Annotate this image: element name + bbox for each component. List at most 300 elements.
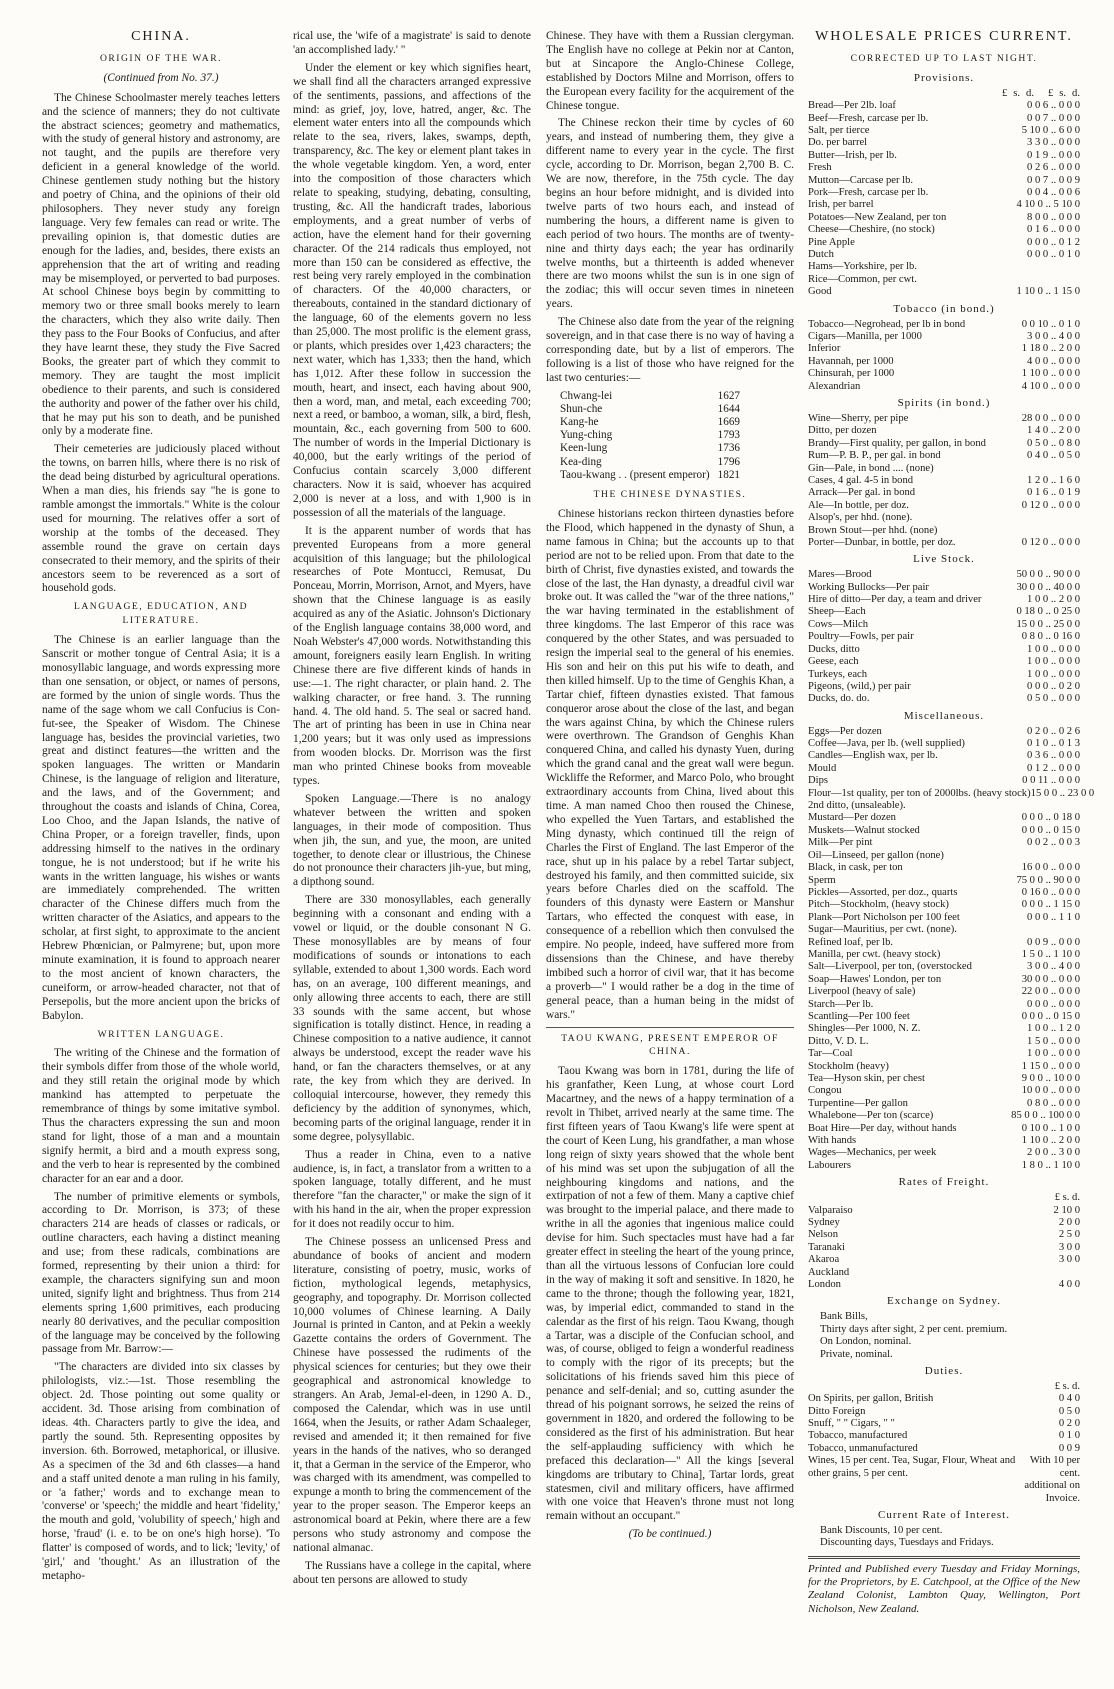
price-row: [808, 750, 1080, 762]
price-item: Eggs—Per dozen: [808, 725, 882, 737]
paragraph: "The characters are divided into six classes by philologists, viz.:—1st. Those resembling the object. 2d. Those pointing out some quality or accident. 3d. Those arising from combination of ideas. 4th. Characters partly to give the idea, and partly the sound. 5th. Representing opposites by inversion. 6th. Borrowed, metaphorical, or illusive. As a specimen of the 3d and 6th classes—a hand and a staff united denote a man ruling in his family, or 'a father;' words and to exchange mean to 'converse' or 'speech;' the middle and heart 'fidelity,' the mouth and gold, 'volubility of speech,' high and horse, 'fraud' (i. e. to be on one's high horse). 'To flatter' is composed of words, and to lick; 'levity,' of 'girl,' and 'thought.' As an illustration of the metapho-: [42, 1361, 280, 1582]
price-item: Refined loaf, per lb.: [808, 936, 894, 948]
price-row: [808, 850, 1080, 862]
price-item: Brandy—First quality, per gallon, in bond: [808, 437, 986, 449]
exchange-list: [808, 1311, 1080, 1361]
price-value: 28 0 0 .. 0 0 0: [1021, 412, 1080, 424]
price-row: [808, 450, 1080, 462]
price-item: Alexandrian: [808, 380, 861, 392]
price-value: 0 0 0 .. 0 0 0: [1027, 998, 1080, 1010]
price-item: Shingles—Per 1000, N. Z.: [808, 1023, 921, 1035]
text-line: Discounting days, Tuesdays and Fridays.: [820, 1537, 994, 1549]
emperor-row: [560, 416, 740, 429]
price-value: 0 5 0 .. 0 0 0: [1027, 693, 1080, 705]
price-value: 0 8 0 .. 0 0 0: [1027, 1097, 1080, 1109]
price-row: [808, 1110, 1080, 1122]
price-row: [808, 1135, 1080, 1147]
price-item: Havannah, per 1000: [808, 355, 894, 367]
price-value: 1 10 0 .. 2 0 0: [1021, 1135, 1080, 1147]
price-value: 0 0 7 .. 0 0 0: [1027, 112, 1080, 124]
rate-row: [808, 1455, 1080, 1505]
price-row: [808, 343, 1080, 355]
rate-row: [808, 1443, 1080, 1455]
price-value: 0 3 6 .. 0 0 0: [1027, 750, 1080, 762]
price-value: 0 10 0 .. 1 0 0: [1021, 1122, 1080, 1134]
imprint: Printed and Published every Tuesday and Friday Mornings, for the Proprietors, by E. Catchpool, at the Office of the New Zealand Colonist, Lambton Quay, Wellington, Port Nicholson, New Zealand.: [808, 1562, 1080, 1615]
rate-item: Nelson: [808, 1229, 839, 1241]
price-item: Ditto, V. D. L.: [808, 1035, 869, 1047]
price-value: 85 0 0 .. 100 0 0: [1011, 1110, 1080, 1122]
price-value: 0 18 0 .. 0 25 0: [1016, 606, 1080, 618]
rate-item: Wines, 15 per cent. Tea, Sugar, Flour, Wheat and other grains, 5 per cent.: [808, 1455, 1016, 1479]
price-row: [808, 212, 1080, 224]
price-value: 0 0 0 .. 0 2 0: [1027, 680, 1080, 692]
price-item: Mutton—Carcase per lb.: [808, 174, 914, 186]
price-item: With hands: [808, 1135, 857, 1147]
prices-subtitle: CORRECTED UP TO LAST NIGHT.: [850, 52, 1038, 64]
price-value: 0 0 7 .. 0 0 9: [1027, 174, 1080, 186]
price-value: 0 1 2 .. 0 0 0: [1027, 762, 1080, 774]
price-row: [808, 812, 1080, 824]
price-item: Wages—Mechanics, per week: [808, 1147, 937, 1159]
rate-row: [808, 1254, 1080, 1266]
price-row: [808, 381, 1080, 393]
price-item: Candles—English wax, per lb.: [808, 750, 938, 762]
price-value: 1 0 0 .. 0 0 0: [1027, 643, 1080, 655]
price-item: Tea—Hyson skin, per chest: [808, 1073, 925, 1084]
price-row: [808, 237, 1080, 249]
price-item: Alsop's, per hhd. (none).: [808, 512, 913, 524]
price-value: 4 10 0 .. 5 10 0: [1016, 199, 1080, 211]
price-row: [808, 319, 1080, 331]
section-heading: LANGUAGE, EDUCATION, AND LITERATURE.: [73, 601, 249, 627]
price-value: 0 0 0 .. 0 15 0: [1021, 1010, 1080, 1022]
rate-row: [808, 1242, 1080, 1254]
rate-item: Taranaki: [808, 1241, 845, 1253]
price-item: Pigeons, (wild,) per pair: [808, 680, 911, 692]
price-item: Cows—Milch: [808, 618, 869, 630]
price-value: 0 2 6 .. 0 0 0: [1027, 162, 1080, 174]
rate-value: 0 0 9: [1058, 1442, 1080, 1454]
section-interest: Current Rate of Interest.: [878, 1508, 1010, 1521]
to-be-continued: (To be continued.): [628, 1528, 712, 1541]
rate-value: 2 0 0: [1058, 1216, 1080, 1228]
provisions-list: [808, 100, 1080, 299]
divider: [808, 1556, 1080, 1559]
emperor-name: Yung-ching: [560, 429, 613, 442]
price-row: [808, 1036, 1080, 1048]
paragraph: The Chinese also date from the year of the reigning sovereign, and in that case there is no way of having a corresponding date, but by a list of emperors. The following is a list of those who have reigned for the last two centuries:—: [546, 316, 794, 384]
price-row: [808, 1011, 1080, 1023]
price-row: [808, 1073, 1080, 1085]
rate-value: 0 4 0: [1058, 1393, 1080, 1405]
column-4: [808, 29, 1095, 1682]
price-item: Muskets—Walnut stocked: [808, 824, 920, 836]
price-item: Scantling—Per 100 feet: [808, 1010, 910, 1022]
price-row: [808, 537, 1080, 549]
price-row: [808, 1048, 1080, 1060]
price-value: 0 0 0 .. 0 1 2: [1027, 236, 1080, 248]
rate-row: [808, 1267, 1080, 1279]
price-row: [808, 487, 1080, 499]
price-item: Pitch—Stockholm, (heavy stock): [808, 899, 949, 911]
price-item: Mares—Brood: [808, 569, 872, 581]
price-value: 1 18 0 .. 2 0 0: [1021, 343, 1080, 355]
emperor-row: [560, 390, 740, 403]
price-value: 0 16 0 .. 0 0 0: [1021, 886, 1080, 898]
price-item: Mustard—Per dozen: [808, 812, 896, 824]
price-item: Pork—Fresh, carcase per lb.: [808, 186, 929, 198]
price-item: Cheese—Cheshire, (no stock): [808, 224, 935, 236]
price-value: 0 0 6 .. 0 0 0: [1027, 100, 1080, 112]
emperor-year: 1644: [717, 402, 740, 415]
price-row: [808, 331, 1080, 343]
text-line: Private, nominal.: [820, 1348, 893, 1360]
price-item: Ditto, per dozen: [808, 425, 877, 437]
price-item: Good: [808, 286, 832, 298]
article-title: CHINA.: [131, 29, 191, 44]
rate-item: On Spirits, per gallon, British: [808, 1393, 934, 1405]
price-row: [808, 1085, 1080, 1097]
price-row: [808, 594, 1080, 606]
price-row: [808, 137, 1080, 149]
price-item: Working Bullocks—Per pair: [808, 581, 929, 593]
interest-list: [808, 1525, 1080, 1550]
section-duties: Duties.: [924, 1364, 964, 1377]
price-value: 1 8 0 .. 1 10 0: [1021, 1159, 1080, 1171]
freight-header: £ s. d.: [1054, 1192, 1080, 1204]
rate-value: With 10 per cent. additional on Invoice.: [1024, 1455, 1080, 1504]
price-item: Starch—Per lb.: [808, 998, 874, 1010]
price-value: 0 1 6 .. 0 1 9: [1027, 487, 1080, 499]
price-item: Manilla, per cwt. (heavy stock): [808, 948, 941, 960]
price-row: [808, 1098, 1080, 1110]
price-item: Ducks, do. do.: [808, 693, 870, 705]
price-row: [808, 644, 1080, 656]
price-value: 0 0 9 .. 0 0 0: [1027, 936, 1080, 948]
price-value: 1 10 0 .. 1 15 0: [1016, 286, 1080, 298]
price-value: 0 0 0 .. 0 18 0: [1021, 812, 1080, 824]
price-value: 0 0 0 .. 1 15 0: [1021, 899, 1080, 911]
price-value: 0 2 0 .. 0 2 6: [1027, 725, 1080, 737]
article-subtitle: ORIGIN OF THE WAR.: [99, 52, 223, 64]
price-item: Fresh: [808, 162, 832, 174]
price-item: Hams—Yorkshire, per lb.: [808, 261, 917, 273]
emperor-name: Taou-kwang . . (present emperor): [560, 468, 710, 481]
price-item: Cigars—Manilla, per 1000: [808, 330, 922, 342]
price-value: 0 12 0 .. 0 0 0: [1021, 536, 1080, 548]
price-row: [808, 899, 1080, 911]
price-item: Tar—Coal: [808, 1048, 853, 1060]
price-row: [808, 837, 1080, 849]
emperor-list: [560, 390, 740, 482]
price-item: Chinsurah, per 1000: [808, 368, 895, 380]
price-row: [808, 949, 1080, 961]
divider: [546, 1027, 794, 1028]
price-item: Rum—P. B. P., per gal. in bond: [808, 450, 941, 462]
price-row: [808, 800, 1080, 812]
price-value: 0 5 0 .. 0 8 0: [1027, 437, 1080, 449]
price-value: [988, 512, 1080, 524]
price-item: Flour—1st quality, per ton of 2000lbs. (heavy stock): [808, 787, 1031, 799]
rate-value: 2 10 0: [1053, 1204, 1080, 1216]
price-value: 3 0 0 .. 4 0 0: [1027, 961, 1080, 973]
price-row: [808, 413, 1080, 425]
price-value: 1 15 0 .. 0 0 0: [1021, 1060, 1080, 1072]
paragraph: Thus a reader in China, even to a native audience, is, in fact, a translator from a written to a spoken language, totally different, and he must therefore "fan the character," or make the sign of it with his hand in the air, when the proper expression for it does not readily occur to him.: [293, 1148, 531, 1231]
section-spirits: Spirits (in bond.): [897, 396, 991, 409]
price-value: 1 0 0 .. 0 0 0: [1027, 668, 1080, 680]
rate-item: Tobacco, unmanufactured: [808, 1442, 918, 1454]
price-value: [988, 525, 1080, 537]
paragraph: The Chinese possess an unlicensed Press and abundance of books of ancient and modern literature, consisting of poetry, music, works of fiction, mythological legends, metaphysics, geography, and topography. Dr. Morrison collected 10,000 volumes of Chinese learning. A Daily Journal is printed in Canton, and at Pekin a weekly Gazette contains the orders of Government. The Chinese have possessed the rudiments of the physical sciences for centuries; but they owe their geographical and astronomical knowledge to strangers. An Arab, Jemal-el-deen, in 1290 A. D., composed the Calendar, which was in use until 1664, when the Jesuits, or rather Adam Schaaleger, revised and amended it; it then remained for five years in the hands of the natives, who so deranged it, that a German in the service of the Emperor, who was charged with its amendment, was compelled to expunge a month to bring the commencement of the year to the proper season. The Emperor keeps an astronomical board at Pekin, where there are a few persons who study astronomy and compose the national almanac.: [293, 1236, 531, 1554]
price-item: Brown Stout—per hhd. (none): [808, 524, 938, 536]
rate-value: 0 1 0: [1058, 1430, 1080, 1442]
price-item: Porter—Dunbar, in bottle, per doz.: [808, 536, 956, 548]
price-item: Hire of ditto—Per day, a team and driver: [808, 594, 982, 606]
price-value: 0 12 0 .. 0 0 0: [1021, 499, 1080, 511]
price-item: Congou: [808, 1085, 842, 1097]
price-value: 0 8 0 .. 0 16 0: [1021, 631, 1080, 643]
text-line: Bank Bills,: [820, 1311, 868, 1323]
price-item: 2nd ditto, (unsaleable).: [808, 800, 906, 812]
price-row: [808, 1147, 1080, 1159]
money-unit: s.: [1013, 87, 1021, 99]
rate-value: 0 5 0: [1058, 1405, 1080, 1417]
price-row: [808, 669, 1080, 681]
money-unit: d.: [1026, 87, 1034, 99]
rate-item: Valparaiso: [808, 1204, 853, 1216]
price-item: Cases, 4 gal. 4-5 in bond: [808, 474, 914, 486]
rate-value: 4 0 0: [1058, 1279, 1080, 1290]
price-item: Liverpool (heavy of sale): [808, 986, 916, 998]
price-item: Mould: [808, 762, 837, 774]
price-row: [808, 100, 1080, 112]
price-value: [988, 924, 1080, 936]
price-row: [808, 274, 1080, 286]
emperor-year: 1627: [717, 389, 740, 402]
price-item: Poultry—Fowls, per pair: [808, 631, 914, 643]
paragraph: Under the element or key which signifies heart, we shall find all the characters arranged expressive of the sentiments, passions, and affections of the mind: as grief, joy, love, hatred, anger, &c. The element water enters into all the compounds which relate to the sea, rivers, lakes, swamps, depth, transparency, &c. The key or element plant takes in the whole vegetable kingdom. Yen, a word, enter into the composition of those characters which relate to speaking, studying, debating, consulting, trusting, &c. All the handicraft trades, laborious employments, and a great number of verbs of action, have the element hand for their governing character. Of the 214 radicals thus employed, not more than 150 can be considered as effective, the rest being very rarely employed in the combination of characters. Of the 40,000 characters, or thereabouts, contained in the standard dictionary of the language, 60 of the elements govern no less than 25,000. The most prolific is the element grass, or plants, which presides over 1,423 characters; the next water, which has 1,333; then the hand, which has 1,012. After these follow in succession the mouth, heart, and insect, each having about 900, then a word, man, and metal, each exceeding 700; next a reed, or bamboo, a woman, silk, a bird, flesh, mountain, &c., each governing from 500 to 600. The number of words in the Imperial Dictionary is 40,000, but the early writings of the period of Confucius contain scarcely 3,000 different characters. Now it is said, whoever has acquired 2,000 is never at a loss, and with 1,900 is in possession of all the materials of the language.: [293, 61, 531, 519]
price-row: [808, 738, 1080, 750]
rate-row: [808, 1393, 1080, 1405]
emperor-name: Chwang-lei: [560, 389, 613, 402]
price-value: 1 5 0 .. 1 10 0: [1021, 948, 1080, 960]
price-value: 9 0 0 .. 10 0 0: [1021, 1073, 1080, 1084]
emperor-row: [560, 456, 740, 469]
spirits-list: [808, 413, 1080, 549]
paragraph: The Chinese Schoolmaster merely teaches letters and the science of manners; they do not cultivate the abstract sciences; geometry and mathematics, with the study of general history and astronomy, are not taught, and the pupils are therefore very deficient in a general knowledge of the world. Chinese gentlemen study nothing but the history and poetry of China, and the opinions of their old philosophers. They never study any foreign language. Very few females can read or write. The prevailing opinion is, that domestic duties are enough for the ladies, and, besides, there exists an apprehension that the art of writing and reading may be misemployed, or perverted to bad purposes. At school Chinese boys begin by committing to memory two or three small books merely to learn the characters, which they also write daily. Then they pass to the Four Books of Confucius, and after they have learnt these, they study the Five Sacred Books, the greater part of which they commit to memory. They are taught the most implicit obedience to their parents, and such is considered the authority and power of the father over his child, that he may put his son to death, and be punished only by a moderate fine.: [42, 91, 280, 438]
price-item: Oil—Linseed, per gallon (none): [808, 849, 944, 861]
price-item: Dips: [808, 775, 829, 787]
price-item: Rice—Common, per cwt.: [808, 273, 917, 285]
price-row: [808, 286, 1080, 298]
price-value: 1 2 0 .. 1 6 0: [1027, 474, 1080, 486]
paragraph: The Russians have a college in the capital, where about ten persons are allowed to study: [293, 1559, 531, 1586]
price-row: [808, 1023, 1080, 1035]
price-value: 1 10 0 .. 0 0 0: [1021, 368, 1080, 380]
price-item: Labourers: [808, 1159, 851, 1171]
price-item: Salt, per tierce: [808, 124, 870, 136]
emperor-row: [560, 442, 740, 455]
duties-list: [808, 1393, 1080, 1505]
emperor-year: 1736: [717, 442, 740, 455]
paragraph: The writing of the Chinese and the formation of their symbols differ from those of the whole world, and they still retain the original mode by which mankind has attempted to perpetuate the remembrance of things by some imitative symbol. Thus the characters expressing the sun and moon stand for light, those of a man and a mountain signify hermit, a bird and a mouth express song, and the verb to hear is represented by the combined character for an ear and a door.: [42, 1047, 280, 1185]
price-row: [808, 187, 1080, 199]
price-value: 1 0 0 .. 0 0 0: [1027, 1048, 1080, 1060]
price-row: [808, 912, 1080, 924]
price-row: [808, 619, 1080, 631]
price-value: 15 0 0 .. 25 0 0: [1016, 618, 1080, 630]
emperor-row: [560, 469, 740, 482]
price-row: [808, 1160, 1080, 1172]
price-row: [808, 150, 1080, 162]
paragraph: Their cemeteries are judiciously placed without the towns, on barren hills, where there is no risk of the dead being disturbed by agricultural operations. When a man dies, his friends say "he is gone to ramble amongst the immortals." White is the colour used for mourning. The relatives offer a sort of worship at the tombs of the deceased. They assemble round the grave on certain days consecrated to their memory, and the spirits of their ancestors seem to be reverenced as a sort of household gods.: [42, 443, 280, 595]
section-heading: WRITTEN LANGUAGE.: [97, 1028, 225, 1040]
rate-value: 2 5 0: [1058, 1229, 1080, 1241]
price-row: [808, 125, 1080, 137]
column-1: [42, 30, 280, 1682]
section-provisions: Provisions.: [913, 71, 975, 84]
price-row: [808, 512, 1080, 524]
rate-item: Akaroa: [808, 1254, 840, 1266]
price-value: [988, 800, 1080, 812]
section-tobacco: Tobacco (in bond.): [893, 302, 995, 315]
price-item: Turpentine—Per gallon: [808, 1097, 908, 1109]
price-row: [808, 787, 1095, 800]
emperor-year: 1793: [717, 429, 740, 442]
duties-header: £ s. d.: [1054, 1380, 1080, 1392]
emperor-year: 1669: [717, 416, 740, 429]
price-row: [808, 261, 1080, 273]
rate-row: [808, 1418, 1080, 1430]
price-item: Stockholm (heavy): [808, 1060, 889, 1072]
price-item: Coffee—Java, per lb. (well supplied): [808, 738, 965, 750]
price-value: [988, 274, 1080, 286]
price-row: [808, 356, 1080, 368]
price-row: [808, 199, 1080, 211]
price-value: [988, 850, 1080, 862]
price-row: [808, 656, 1080, 668]
rate-value: 3 0 0: [1058, 1254, 1080, 1266]
price-item: Potatoes—New Zealand, per ton: [808, 211, 947, 223]
price-item: Sugar—Mauritius, per cwt. (none).: [808, 924, 957, 936]
paragraph: It is the apparent number of words that has prevented Europeans from a more general acquisition of this language; but the philological researches of Pote Montucci, Remusat, Du Ponceau, Morrin, Morrison, Arnot, and Myers, have shown that the Chinese language is as easily acquired as any of the Asiatic. Johnson's Dictionary of the English language contains 38,000 word, and Noah Webster's 47,000 words. Notwithstanding this amount, foreigners easily learn English. In writing Chinese there are five different kinds of hands in use:—1. The right character, or plain hand. 2. The walking character, or free hand. 3. The running hand. 4. The old hand. 5. The seal or sacred hand. The art of printing has been in use in China near 1,200 years; but it was only used as impressions from wooden blocks. Dr. Morrison was the first man who printed Chinese books from moveable types.: [293, 524, 531, 788]
price-item: Beef—Fresh, carcase per lb.: [808, 112, 929, 124]
price-row: [808, 569, 1080, 581]
text-line: Bank Discounts, 10 per cent.: [820, 1524, 943, 1536]
price-value: 3 3 0 .. 0 0 0: [1027, 137, 1080, 149]
price-value: 1 0 0 .. 2 0 0: [1027, 594, 1080, 606]
price-item: Tobacco—Negrohead, per lb in bond: [808, 318, 966, 330]
price-value: 0 0 0 .. 0 1 0: [1027, 249, 1080, 260]
livestock-list: [808, 569, 1080, 705]
price-row: [808, 463, 1080, 475]
price-row: [808, 500, 1080, 512]
emperor-name: Kea-ding: [560, 455, 602, 468]
price-item: Turkeys, each: [808, 668, 868, 680]
price-item: Irish, per barrel: [808, 199, 874, 211]
price-value: 1 5 0 .. 0 0 0: [1027, 1035, 1080, 1047]
price-row: [808, 862, 1080, 874]
column-3: [546, 30, 794, 1682]
price-value: 0 0 4 .. 0 0 6: [1027, 186, 1080, 198]
price-row: [808, 875, 1080, 887]
paragraph: Chinese. They have with them a Russian clergyman. The English have no college at Pekin nor at Canton, but at Sincapore the Anglo-Chinese College, established by Doctors Milne and Morrison, offers to the European every facility for the acquirement of the Chinese tongue.: [546, 30, 794, 112]
price-value: 8 0 0 .. 0 0 0: [1027, 211, 1080, 223]
emperor-year: 1821: [717, 468, 740, 481]
price-value: 10 0 0 .. 0 0 0: [1021, 1085, 1080, 1097]
price-row: [808, 475, 1080, 487]
price-row: [808, 999, 1080, 1011]
price-value: 5 10 0 .. 6 0 0: [1021, 124, 1080, 136]
prices-title: WHOLESALE PRICES CURRENT.: [815, 29, 1073, 44]
price-value: 75 0 0 .. 90 0 0: [1016, 874, 1080, 886]
price-value: [988, 261, 1080, 273]
misc-list: [808, 725, 1095, 1173]
price-item: Wine—Sherry, per pipe: [808, 412, 909, 424]
price-value: 1 0 0 .. 1 2 0: [1027, 1023, 1080, 1035]
rate-item: Snuff, " " Cigars, " ": [808, 1418, 895, 1430]
price-value: [988, 463, 1080, 475]
emperor-name: Keen-lung: [560, 442, 608, 455]
price-value: 0 1 0 .. 0 1 3: [1027, 738, 1080, 750]
rate-item: Sydney: [808, 1216, 840, 1228]
money-unit: £: [1001, 87, 1008, 99]
paragraph: There are 330 monosyllables, each generally beginning with a consonant and ending with a vowel or liquid, or the double consonant N G. These monosyllables are by means of four modifications of sounds or intonations to each syllable, extended to about 1,300 words. Each word has, on an average, 100 different meanings, and only allowing three accents to each, there are still 33 sounds with the same accent, but whose signification is totally distinct. Hence, in reading a Chinese composition to a native audience, it cannot always be understood, except the reader wave his hand, or fan the characters themselves, or at any rate, the key from which they are derived. In colloquial intercourse, however, they remedy this deficiency by the addition of synonymes, which, becoming parts of the original language, render it in some degree, polysyllabic.: [293, 894, 531, 1143]
money-unit: d.: [1072, 87, 1080, 99]
price-value: 1 0 0 .. 0 0 0: [1027, 656, 1080, 668]
price-item: Do. per barrel: [808, 137, 868, 149]
price-row: [808, 681, 1080, 693]
price-value: 0 1 9 .. 0 0 0: [1027, 149, 1080, 161]
emperor-row: [560, 429, 740, 442]
price-item: Milk—Per pint: [808, 837, 873, 849]
price-item: Bread—Per 2lb. loaf: [808, 100, 896, 112]
price-row: [808, 606, 1080, 618]
emperor-year: 1796: [717, 455, 740, 468]
paragraph: The number of primitive elements or symbols, according to Dr. Morrison, is 373; of these characters 214 are heads of classes or radicals, or outline characters, each having a distinct meaning and use; from these radicals, combinations are formed, representing by their union a third: for example, the characters signifying sun and moon united, signify light and brightness. Thus from 214 elements spring 1,600 primitives, each producing nearly 80 derivatives, and the peculiar composition of the language may be conceived by the following passage from Mr. Barrow:—: [42, 1190, 280, 1356]
price-row: [808, 961, 1080, 973]
price-row: [808, 986, 1080, 998]
section-heading: TAOU KWANG, PRESENT EMPEROR OF CHINA.: [561, 1032, 779, 1058]
rate-item: London: [808, 1279, 841, 1290]
paragraph: Spoken Language.—There is no analogy whatever between the written and spoken languages, in their mode of composition. Thus when jih, the sun, and yue, the moon, are united together, to denote clear or illustrious, the Chinese do not pronounce their characters jih-yue, but ming, a dipthong sound.: [293, 792, 531, 889]
price-item: Ducks, ditto: [808, 643, 860, 655]
paragraph: The Chinese is an earlier language than the Sanscrit or mother tongue of Central Asia; it is a monosyllabic language, and words expressing more than one sensation, or object, or names of persons, are formed by the union of single words. Thus the name of the sage whom we call Confucius is Con-fut-see, the Speaker of Wisdom. The Chinese language has, besides the provincial varieties, two great and distinct features—the written and the spoken languages. The written or Mandarin Chinese, is the language of religion and literature, and the laws, and of the Government; and throughout the coasts and islands of China, Corea, Loo Choo, and the Japan Islands, the native of China Proper, or a foreign traveller, finds, upon addressing himself to the natives in the ordinary tongue, he is not understood; but if he write his wants in the written language, his wishes or wants are immediately comprehended. The written character of the Chinese differs much from the written character of the Asiatics, and appears to the scholar, at first sight, to approximate to the ancient Hebrew Phœnician, or Palmyrene; but, upon more minute examination, it is found to approach nearer to the most ancient of known characters, the cuneiform, or arrow-headed character, not that of Persepolis, but the more ancient upon the bricks of Babylon.: [42, 634, 280, 1022]
price-row: [808, 525, 1080, 537]
rate-row: [808, 1279, 1080, 1291]
text-line: On London, nominal.: [820, 1336, 912, 1348]
price-item: Pickles—Assorted, per doz., quarts: [808, 886, 958, 898]
price-value: 22 0 0 .. 0 0 0: [1021, 986, 1080, 998]
price-row: [808, 763, 1080, 775]
price-item: Gin—Pale, in bond .... (none): [808, 462, 934, 474]
price-row: [808, 425, 1080, 437]
price-item: Geese, each: [808, 656, 859, 668]
price-value: 1 4 0 .. 2 0 0: [1027, 425, 1080, 437]
price-item: Boat Hire—Per day, without hands: [808, 1122, 957, 1134]
emperor-name: Kang-he: [560, 416, 599, 429]
price-row: [808, 113, 1080, 125]
price-row: [808, 775, 1080, 787]
price-item: Plank—Port Nicholson per 100 feet: [808, 911, 960, 923]
column-2: [293, 30, 531, 1682]
price-item: Black, in cask, per ton: [808, 862, 903, 874]
section-misc: Miscellaneous.: [903, 709, 985, 722]
paragraph: Chinese historians reckon thirteen dynasties before the Flood, which happened in the dynasty of Shun, a name famous in China; but the accounts up to that period are not to be relied upon. From that date to the birth of Christ, five dynasties existed, and towards the close of the last, the Han dynasty, a dreadful civil war broke out. It was called the "war of the three nations," the war having terminated in the establishment of three kingdoms. The last Emperor of this race was conquered by the other States, and was persuaded to resign the imperial seal to the general of his enemies. His son and heir on this put his wife to death, and then killed himself. Up to the time of Genghis Khan, a Tartar chief, fifteen dynasties existed. That famous conqueror arose about the close of the last, and began the wars against China, by which the Chinese rulers were overthrown. The Grandson of Genghis Khan conquered China, and called his dynasty Yuen, during which the grand canal and the great wall were begun. Wickliffe the Reformer, and Marco Polo, who brought extraordinary accounts from China, lived about this time. A man named Choo then roused the Chinese, who expelled the Yuen Tartars, and established the Ming dynasty, which continued till the reign of Charles the First of England. The last Emperor of the race, shut up in his palace by a rebel Tartar subject, destroyed his family, and then committed suicide, six years before Charles died on the scaffold. The founders of this dynasty were Eastern or Manshur Tartars, who effected the conquest with ease, in consequence of a rebellion which then convulsed the empire. No people, indeed, have suffered more from dissensions than the Chinese, and have thereby imbibed such a horror of civil war, that it has become a proverb—" I would rather be a dog in the time of general peace, than a human being in the midst of wars.": [546, 507, 795, 1021]
price-item: Butter—Irish, per lb.: [808, 149, 897, 161]
